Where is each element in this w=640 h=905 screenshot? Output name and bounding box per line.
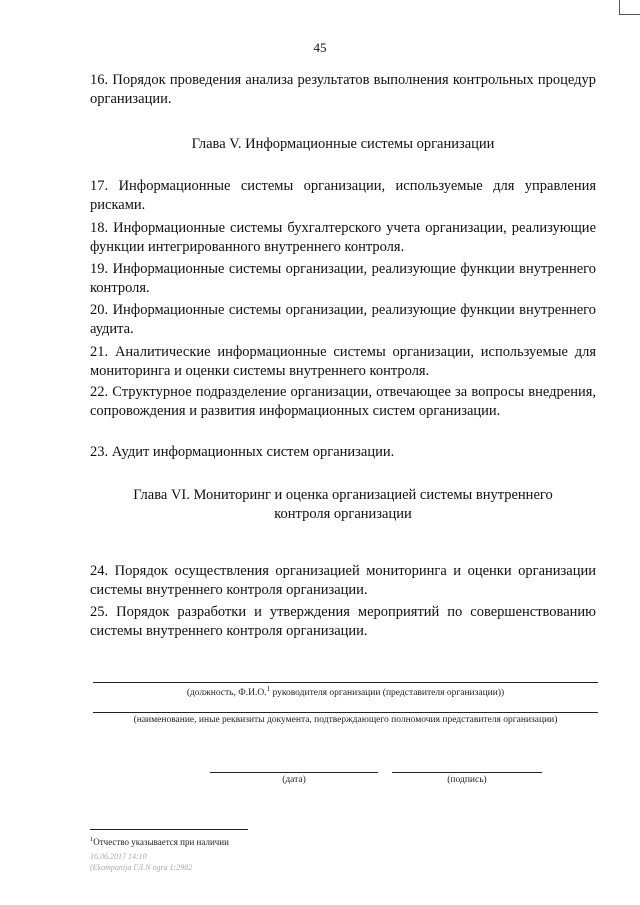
- chapter-6-heading: [90, 486, 596, 524]
- page-number: 45: [313, 40, 327, 55]
- item-number: 21.: [90, 344, 109, 360]
- item-text: Информационные системы организации, реализующие функции внутреннего контроля.: [90, 261, 596, 296]
- chapter-5-heading: Глава V. Информационные системы организации: [191, 136, 495, 152]
- item-text: Информационные системы организации, реализующие функции внутреннего аудита.: [90, 302, 596, 337]
- item-text: Порядок разработки и утверждения мероприятий по совершенствованию системы внутреннего контроля организации.: [90, 604, 596, 639]
- item-text: Аудит информационных систем организации.: [111, 444, 395, 460]
- list-item: [90, 260, 596, 298]
- item-text: Порядок проведения анализа результатов выполнения контрольных процедур организации.: [90, 72, 597, 107]
- list-item: [90, 219, 596, 257]
- list-item: [90, 562, 596, 600]
- date-line: [210, 772, 378, 773]
- list-item: [90, 71, 596, 109]
- date-caption: (дата): [282, 775, 306, 785]
- item-text: Структурное подразделение организации, отвечающее за вопросы внедрения, сопровождения и развития информационных систем организации.: [90, 384, 597, 419]
- item-number: 20.: [90, 302, 109, 318]
- page-corner-mark: [619, 0, 640, 15]
- stamp-line-1: 16.06.2017 14:10: [90, 852, 147, 861]
- list-item: [90, 301, 596, 339]
- signature-line: [392, 772, 542, 773]
- chapter-6-line-2: контроля организации: [274, 506, 412, 522]
- item-number: 16.: [90, 72, 109, 88]
- list-item: [90, 443, 596, 462]
- position-caption: (должность, Ф.И.О.$^1$ руководителя организации (представителя организации)): [186, 685, 505, 699]
- list-item: [90, 383, 596, 421]
- stamp-line-2: (Ekompanija ГЛ.N ogra 1:2982: [90, 863, 193, 872]
- list-item: [90, 603, 596, 641]
- footnote-rule: [90, 829, 248, 830]
- item-number: 17.: [90, 178, 109, 194]
- document-signature-line: [93, 712, 598, 713]
- item-number: 19.: [90, 261, 109, 277]
- item-number: 24.: [90, 563, 109, 579]
- item-text: Информационные системы бухгалтерского учета организации, реализующие функции интегрированного внутреннего контроля.: [90, 220, 596, 255]
- signature-caption: (подпись): [447, 775, 487, 785]
- item-number: 23.: [90, 444, 109, 460]
- item-number: 25.: [90, 604, 109, 620]
- list-item: [90, 343, 596, 381]
- item-number: 22.: [90, 384, 109, 400]
- item-text: Информационные системы организации, используемые для управления рисками.: [90, 178, 597, 213]
- item-number: 18.: [90, 220, 109, 236]
- footnote: $^1$Отчество указывается при наличии: [90, 836, 229, 847]
- list-item: [90, 177, 596, 215]
- item-text: Порядок осуществления организацией мониторинга и оценки организации системы внутреннего контроля организации.: [90, 563, 596, 598]
- document-caption: (наименование, иные реквизиты документа, подтверждающего полномочия представителя организации): [133, 715, 558, 725]
- position-signature-line: [93, 682, 598, 683]
- chapter-6-line-1: Глава VI. Мониторинг и оценка организацией системы внутреннего: [133, 487, 553, 503]
- item-text: Аналитические информационные системы организации, используемые для мониторинга и оценки системы внутреннего контроля.: [90, 344, 596, 379]
